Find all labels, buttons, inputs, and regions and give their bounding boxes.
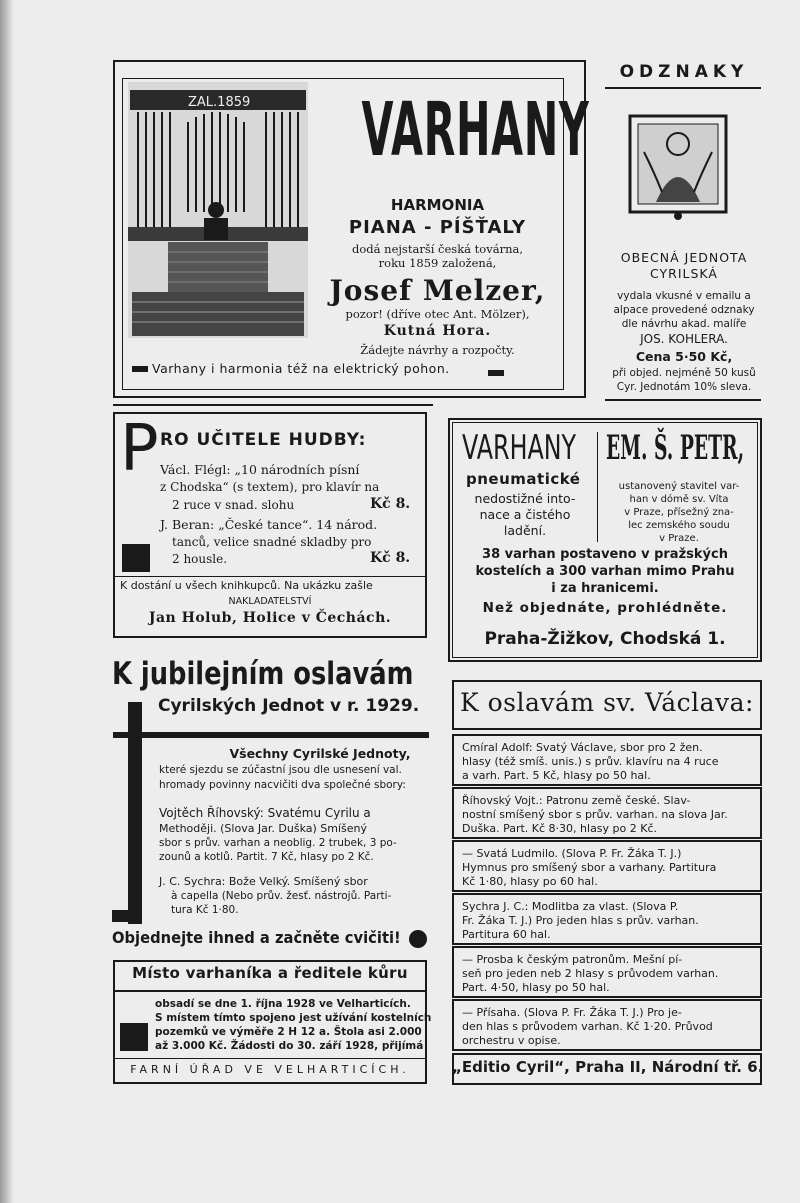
organist-l4: až 3.000 Kč. Žádosti do 30. září 1928, přijímá [155,1040,424,1052]
badges-org2: CYRILSKÁ [650,266,718,281]
teachers-b2l3: 2 housle. [172,552,228,566]
jubilee-w1l4: zounů a kotlů. Partit. 7 Kč, hlasy po 2 Kč. [159,851,374,863]
wenceslas-title: K oslavám sv. Václava: [460,688,754,717]
wenceslas-item-4-l2: Fr. Žáka T. J.) Pro jeden hlas s prův. varhan. [462,914,699,927]
badges-author: JOS. KOHLERA. [640,332,728,346]
organist-l1: obsadí se dne 1. října 1928 ve Velharticích. [155,998,411,1010]
jubilee-w1l1: Vojtěch Říhovský: Svatému Cyrilu a [159,806,371,820]
badges-text5: Cyr. Jednotám 10% sleva. [616,381,752,393]
wenceslas-item-3 [452,840,762,892]
jubilee-intro1: Všechny Cyrilské Jednoty, [229,746,411,761]
wenceslas-publisher: „Editio Cyril“, Praha II, Národní tř. 6. [452,1058,764,1076]
badges-bottom-rule [605,399,761,401]
wenceslas-item-1-l1: Cmíral Adolf: Svatý Václave, sbor pro 2 žen. [462,741,703,754]
jubilee-cta-dot [409,930,427,948]
petr-m1: 38 varhan postaveno v pražských [482,547,728,562]
wenceslas-item-3-l2: Hymnus pro smíšený sbor a varhany. Partitura [462,861,717,874]
petr-r2: han v dómě sv. Víta [629,494,729,505]
page-edge-shadow [0,0,14,1203]
jubilee-subtitle: Cyrilských Jednot v r. 1929. [158,696,420,716]
wenceslas-item-6-l1: — Přísaha. (Slova P. Fr. Žáka T. J.) Pro je- [462,1006,682,1019]
petr-l1: nedostižné into- [474,491,576,506]
teachers-foot2: NAKLADATELSTVÍ [228,596,312,607]
wenceslas-item-1-l3: a varh. Part. 5 Kč, hlasy po 50 hal. [462,769,651,782]
jubilee-intro3: hromady povinny nacvičiti dva společné sbory: [159,779,406,791]
melzer-desc2: roku 1859 založená, [378,256,497,270]
petr-m4: Než objednáte, prohlédněte. [482,600,728,616]
petr-title1: VARHANY [462,428,577,468]
wenceslas-item-6-l2: den hlas s průvodem varhan. Kč 1·20. Průvod [462,1020,713,1033]
badges-text4: při objed. nejméně 50 kusů [612,367,756,379]
melzer-line2: PIANA - PÍŠŤALY [348,217,527,238]
petr-r5: v Praze. [659,533,699,544]
teachers-block-mark [122,544,150,572]
teachers-foot1: K dostání u všech knihkupců. Na ukázku zašle [120,579,373,592]
section-divider [113,404,433,406]
melzer-footer-mark-left [132,366,148,372]
jubilee-w1l2: Methoději. (Slova Jar. Duška) Smíšený [159,822,368,835]
teachers-b2l2: tanců, velice snadné skladby pro [172,535,372,549]
teachers-b2l1: J. Beran: „České tance“. 14 národ. [160,517,378,532]
melzer-note: pozor! (dříve otec Ant. Mölzer), [345,307,530,321]
wenceslas-item-3-l1: — Svatá Ludmilo. (Slova P. Fr. Žáka T. J.) [462,847,682,860]
melzer-request: Žádejte návrhy a rozpočty. [360,343,515,357]
petr-m3: i za hranicemi. [551,581,659,596]
teachers-b2price: Kč 8. [370,550,411,566]
jubilee-w2l2: à capella (Nebo prův. žesť. nástrojů. Parti- [171,890,392,902]
wenceslas-item-6-l3: orchestru v opise. [462,1034,561,1047]
melzer-footer-mark-right [488,370,504,376]
badges-text3: dle návrhu akad. malíře [621,318,747,330]
melzer-city: Kutná Hora. [383,323,492,339]
melzer-desc1: dodá nejstarší česká továrna, [352,242,523,256]
wenceslas-item-2-l1: Říhovský Vojt.: Patronu země české. Slav- [462,794,691,807]
wenceslas-item-4 [452,893,762,945]
teachers-b1l1: Václ. Flégl: „10 národních písní [160,462,360,477]
organ-illustration [128,82,308,338]
wenceslas-item-1 [452,734,762,786]
jubilee-w1l3: sbor s prův. varhan a neoblig. 2 trubek, 3 po- [159,837,397,849]
jubilee-w2l1: J. C. Sychra: Bože Velký. Smíšený sbor [159,875,368,888]
organist-block-mark [120,1023,148,1051]
petr-l3: ladění. [503,523,547,538]
organist-title: Místo varhaníka a ředitele kůru [132,964,408,982]
wenceslas-item-2 [452,787,762,839]
petr-title-divider [597,432,598,542]
wenceslas-item-3-l3: Kč 1·80, hlasy po 60 hal. [462,875,598,888]
badges-text2: alpace provedené odznaky [613,304,755,316]
wenceslas-item-1-l2: hlasy (též smíš. unis.) s prův. klavíru na 4 ruce [462,755,719,768]
teachers-initial: P [120,412,159,486]
organist-l2: S místem tímto spojeno jest užívání kostelních [155,1012,432,1024]
jubilee-bottom-mark [112,910,130,922]
petr-l2: nace a čistého [479,507,571,522]
badges-title-rule [605,87,761,89]
jubilee-intro2: které sjezdu se zúčastní jsou dle usnesení val. [159,764,402,776]
petr-m2: kostelích a 300 varhan mimo Prahu [475,564,735,579]
melzer-footer: Varhany i harmonia též na elektrický pohon. [152,361,450,376]
wenceslas-item-2-l2: nostní smíšený sbor s prův. varhan. na slova Jar. [462,808,728,821]
jubilee-title: K jubilejním oslavám [112,656,414,692]
teachers-b1price: Kč 8. [370,496,411,512]
wenceslas-item-5 [452,946,762,998]
wenceslas-item-6 [452,999,762,1051]
petr-r4: lec zemského soudu [628,520,730,531]
teachers-b1l3: 2 ruce v snad. slohu [172,498,295,512]
organ-image-label: ZAL.1859 [188,95,251,110]
wenceslas-item-5-l2: seň pro jeden neb 2 hlasy s průvodem varhan. [462,967,719,980]
badges-text1: vydala vkusné v emailu a [617,290,751,302]
wenceslas-item-5-l3: Part. 4·50, hlasy po 50 hal. [462,981,610,994]
petr-sub: pneumatické [466,470,581,488]
organist-bottom-rule [115,1058,425,1059]
wenceslas-item-4-l3: Partitura 60 hal. [462,928,551,941]
badges-title: ODZNAKY [619,62,749,82]
badges-org1: OBECNÁ JEDNOTA [620,250,748,265]
teachers-foot3: Jan Holub, Holice v Čechách. [148,610,392,626]
wenceslas-item-4-l1: Sychra J. C.: Modlitba za vlast. (Slova P. [462,900,679,913]
jubilee-w2l3: tura Kč 1·80. [171,904,239,916]
wenceslas-item-5-l1: — Prosba k českým patronům. Mešní pí- [462,953,683,966]
organist-l3: pozemků ve výměře 2 H 12 a. Štola asi 2.000 [155,1026,422,1038]
melzer-company: Josef Melzer, [329,274,546,307]
petr-r3: v Praze, přísežný zna- [624,507,734,518]
jubilee-cta: Objednejte ihned a začněte cvičiti! [112,928,401,947]
organist-title-rule [115,990,425,992]
organist-footer: FARNÍ ÚŘAD VE VELHARTICÍCH. [130,1063,410,1076]
badge-emblem-image [626,112,730,222]
teachers-b1l2: z Chodska“ (s textem), pro klavír na [160,480,380,494]
jubilee-top-rule [113,732,429,738]
badges-price: Cena 5·50 Kč, [635,349,733,364]
melzer-title: VARHANY [361,87,590,173]
petr-title2: EM. Š. PETR, [606,428,745,468]
wenceslas-item-2-l3: Duška. Part. Kč 8·30, hlasy po 2 Kč. [462,822,658,835]
melzer-line1: HARMONIA [390,196,485,214]
teachers-title: RO UČITELE HUDBY: [160,430,367,450]
petr-r1: ustanovený stavitel var- [618,481,740,492]
petr-address: Praha-Žižkov, Chodská 1. [484,629,726,649]
teachers-rule [115,576,425,577]
